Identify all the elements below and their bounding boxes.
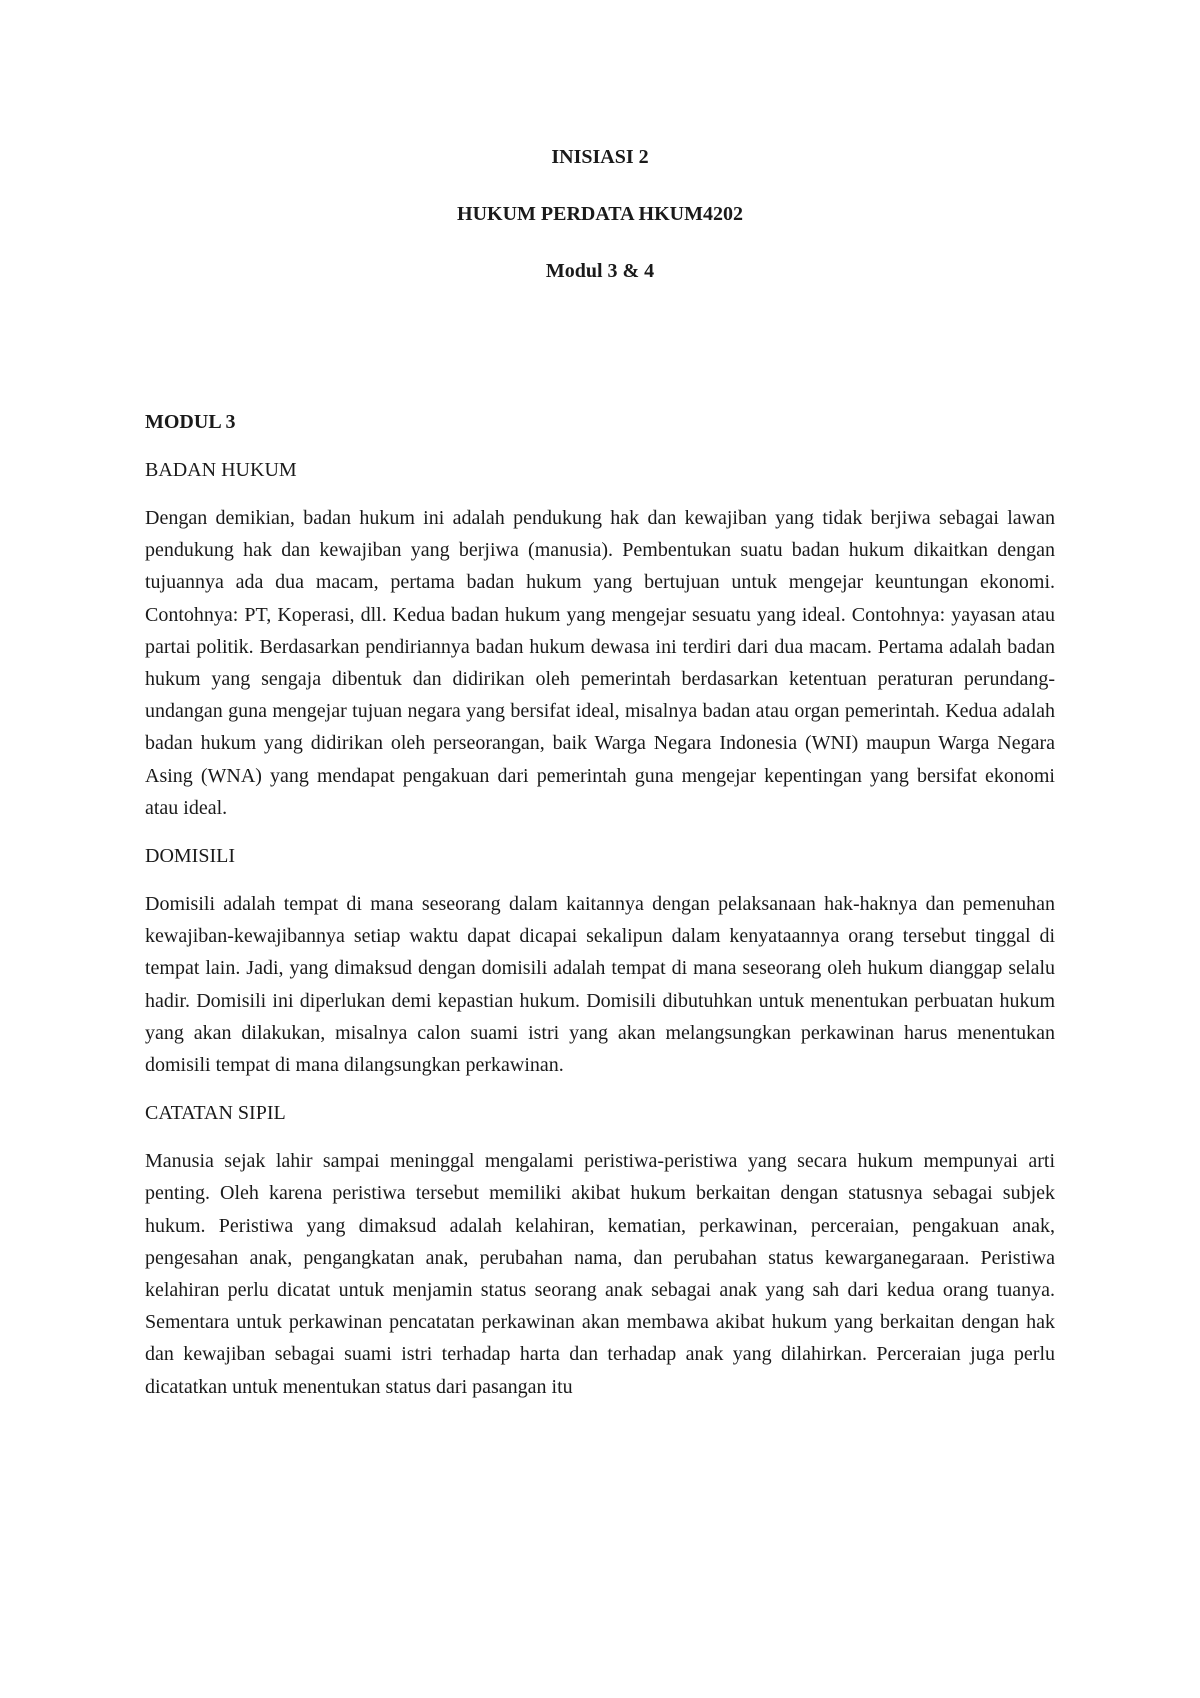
paragraph-badan-hukum: Dengan demikian, badan hukum ini adalah pendukung hak dan kewajiban yang tidak berjiwa sebagai lawan pendukung hak dan kewajiban yang berjiwa (manusia). Pembentukan suatu badan hukum dikaitkan dengan tujuannya ada dua macam, pertama badan hukum yang bertujuan untuk mengejar keuntungan ekonomi. Contohnya: PT, Koperasi, dll. Kedua badan hukum yang mengejar sesuatu yang ideal. Contohnya: yayasan atau partai politik. Berdasarkan pendiriannya badan hukum dewasa ini terdiri dari dua macam. Pertama adalah badan hukum yang sengaja dibentuk dan didirikan oleh pemerintah berdasarkan ketentuan peraturan perundang-undangan guna mengejar tujuan negara yang bersifat ideal, misalnya badan atau organ pemerintah. Kedua adalah badan hukum yang didirikan oleh perseorangan, baik Warga Negara Indonesia (WNI) maupun Warga Negara Asing (WNA) yang mendapat pengakuan dari pemerintah guna mengejar kepentingan yang bersifat ekonomi atau ideal. (145, 507, 1055, 819)
module-heading: MODUL 3 (145, 411, 236, 433)
document-title: INISIASI 2 (551, 146, 649, 168)
paragraph-domisili: Domisili adalah tempat di mana seseorang dalam kaitannya dengan pelaksanaan hak-haknya dan pemenuhan kewajiban-kewajibannya setiap waktu dapat dicapai sekalipun dalam kenyataannya orang tersebut tinggal di tempat lain. Jadi, yang dimaksud dengan domisili adalah tempat di mana seseorang oleh hukum dianggap selalu hadir. Domisili ini diperlukan demi kepastian hukum. Domisili dibutuhkan untuk menentukan perbuatan hukum yang akan dilakukan, misalnya calon suami istri yang akan melangsungkan perkawinan harus menentukan domisili tempat di mana dilangsungkan perkawinan. (145, 893, 1055, 1077)
course-title: HUKUM PERDATA HKUM4202 (457, 203, 743, 225)
document-body (145, 410, 1055, 1423)
section-heading-badan-hukum: BADAN HUKUM (145, 459, 297, 481)
section-heading-domisili: DOMISILI (145, 845, 235, 868)
title-block (0, 145, 1200, 316)
paragraph-catatan-sipil: Manusia sejak lahir sampai meninggal mengalami peristiwa-peristiwa yang secara hukum mempunyai arti penting. Oleh karena peristiwa tersebut memiliki akibat hukum berkaitan dengan statusnya sebagai subjek hukum. Peristiwa yang dimaksud adalah kelahiran, kematian, perkawinan, perceraian, pengakuan anak, pengesahan anak, pengangkatan anak, perubahan nama, dan perubahan status kewarganegaraan. Peristiwa kelahiran perlu dicatat untuk menjamin status seorang anak sebagai anak yang sah dari kedua orang tuanya. Sementara untuk perkawinan pencatatan perkawinan akan membawa akibat hukum yang berkaitan dengan hak dan kewajiban sebagai suami istri terhadap harta dan terhadap anak yang dilahirkan. Perceraian juga perlu dicatatkan untuk menentukan status dari pasangan itu (145, 1150, 1055, 1398)
module-range: Modul 3 & 4 (545, 260, 655, 282)
section-heading-catatan-sipil: CATATAN SIPIL (145, 1102, 286, 1125)
